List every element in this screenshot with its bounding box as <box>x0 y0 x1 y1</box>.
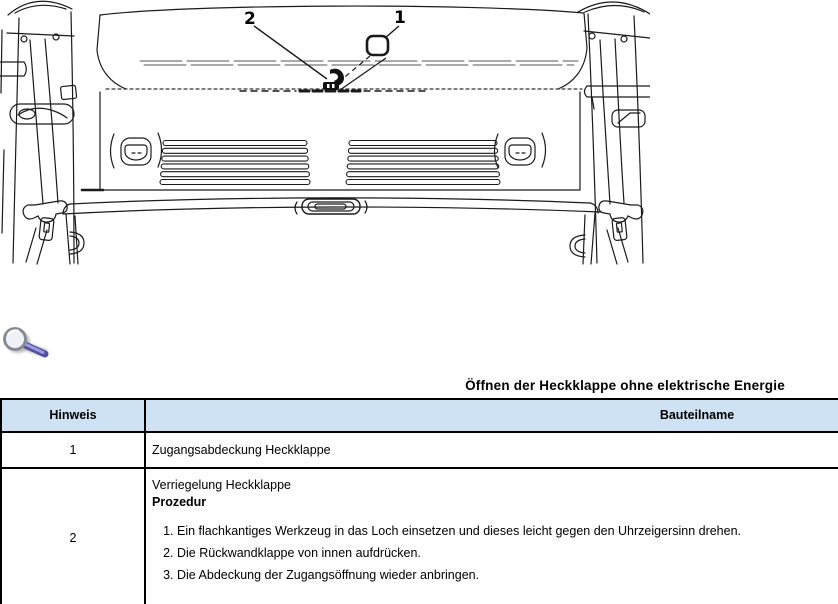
parts-table-wrap <box>0 398 838 604</box>
bauteilname-cell <box>145 468 838 604</box>
tailgate-line-art <box>0 0 650 266</box>
parts-table <box>0 398 838 604</box>
procedure-steps <box>152 523 838 584</box>
latch-mechanism-shape <box>323 69 344 90</box>
procedure-step: 3. Die Abdeckung der Zugangsöffnung wieder anbringen. <box>177 567 838 584</box>
tailgate-figure <box>0 0 650 266</box>
hinweis-cell: 2 <box>1 468 145 604</box>
procedure-step: 2. Die Rückwandklappe von innen aufdrücken. <box>177 545 838 562</box>
table-row <box>1 468 838 604</box>
callout-2-leader <box>254 26 327 79</box>
table-row <box>1 432 838 468</box>
procedure-heading: Prozedur <box>152 495 207 509</box>
table-header-row <box>1 399 838 432</box>
column-header-hinweis: Hinweis <box>1 399 145 432</box>
procedure-step: 1. Ein flachkantiges Werkzeug in das Loch einsetzen und dieses leicht gegen den Uhrzeigersinn drehen. <box>177 523 838 540</box>
column-header-bauteilname: Bauteilname <box>145 399 838 432</box>
access-cover-shape <box>367 36 388 55</box>
bauteilname-cell: Zugangsabdeckung Heckklappe <box>145 432 838 468</box>
magnifier-icon[interactable] <box>2 326 50 360</box>
hinweis-cell: 1 <box>1 432 145 468</box>
callout-1-label: 1 <box>394 8 406 28</box>
part-name: Verriegelung Heckklappe <box>152 478 291 492</box>
table-caption: Öffnen der Heckklappe ohne elektrische Energie <box>465 378 785 393</box>
callout-2-label: 2 <box>244 9 256 29</box>
